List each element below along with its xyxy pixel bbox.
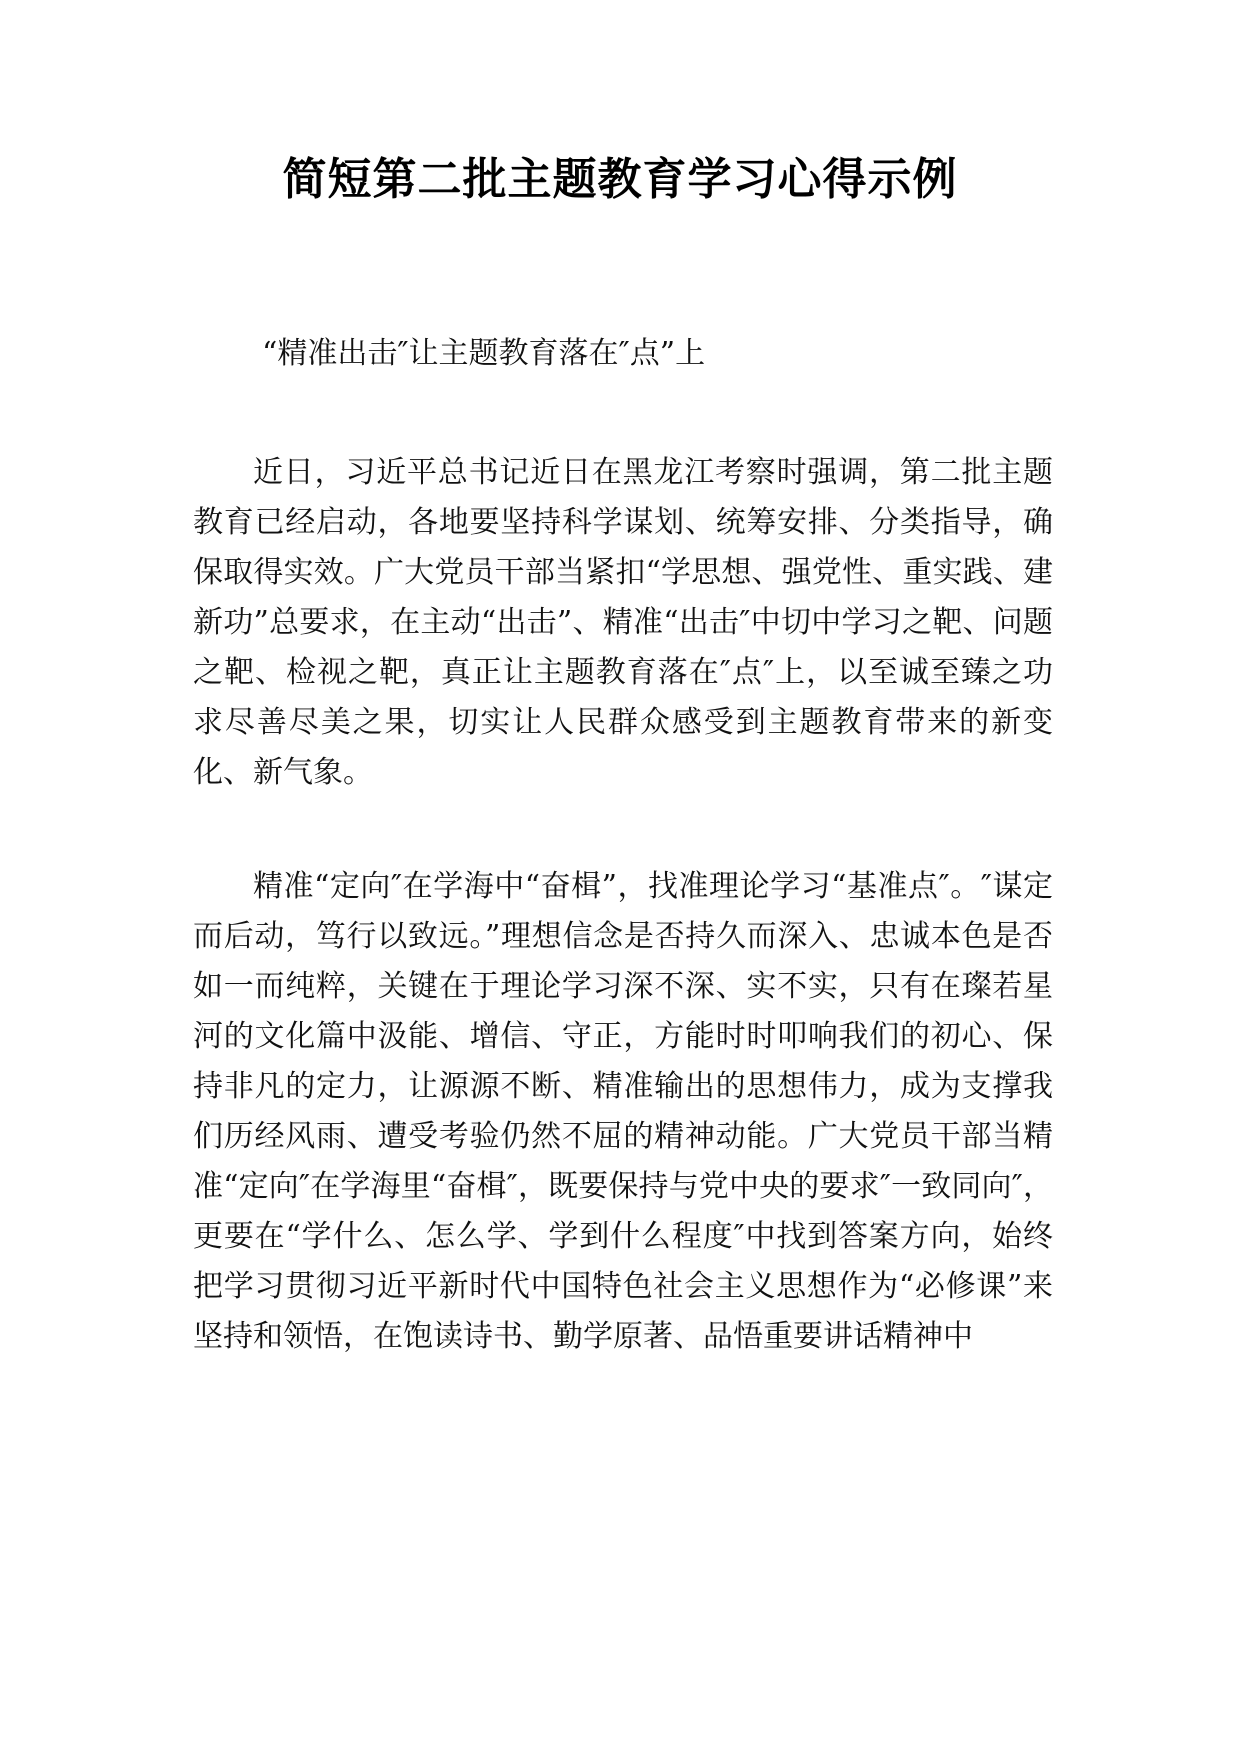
document-title: 简短第二批主题教育学习心得示例 <box>282 154 958 205</box>
paragraph-2: 精准“定向″在学海中“奋楫”，找准理论学习“基准点″。″谋定而后动，笃行以致远。”理想信念是否持久而深入、忠诚本色是否如一而纯粹，关键在于理论学习深不深、实不实，只有在璨若星河的文化篇中汲能、增信、守正，方能时时叩响我们的初心、保持非凡的定力，让源源不断、精准输出的思想伟力，成为支撑我们历经风雨、遭受考验仍然不屈的精神动能。广大党员干部当精准“定向″在学海里“奋楫″，既要保持与党中央的要求″一致同向″，更要在“学什么、怎么学、学到什么程度″中找到答案方向，始终把学习贯彻习近平新时代中国特色社会主义思想作为“必修课”来坚持和领悟，在饱读诗书、勤学原著、品悟重要讲话精神中 <box>193 869 1053 1354</box>
document-subtitle: “精准出击″让主题教育落在″点”上 <box>262 336 706 371</box>
paragraph-1: 近日，习近平总书记近日在黑龙江考察时强调，第二批主题教育已经启动，各地要坚持科学谋划、统筹安排、分类指导，确保取得实效。广大党员干部当紧扣“学思想、强党性、重实践、建新功”总要求，在主动“出击”、精准“出击″中切中学习之靶、问题之靶、检视之靶，真正让主题教育落在″点″上，以至诚至臻之功求尽善尽美之果，切实让人民群众感受到主题教育带来的新变化、新气象。 <box>193 455 1053 790</box>
